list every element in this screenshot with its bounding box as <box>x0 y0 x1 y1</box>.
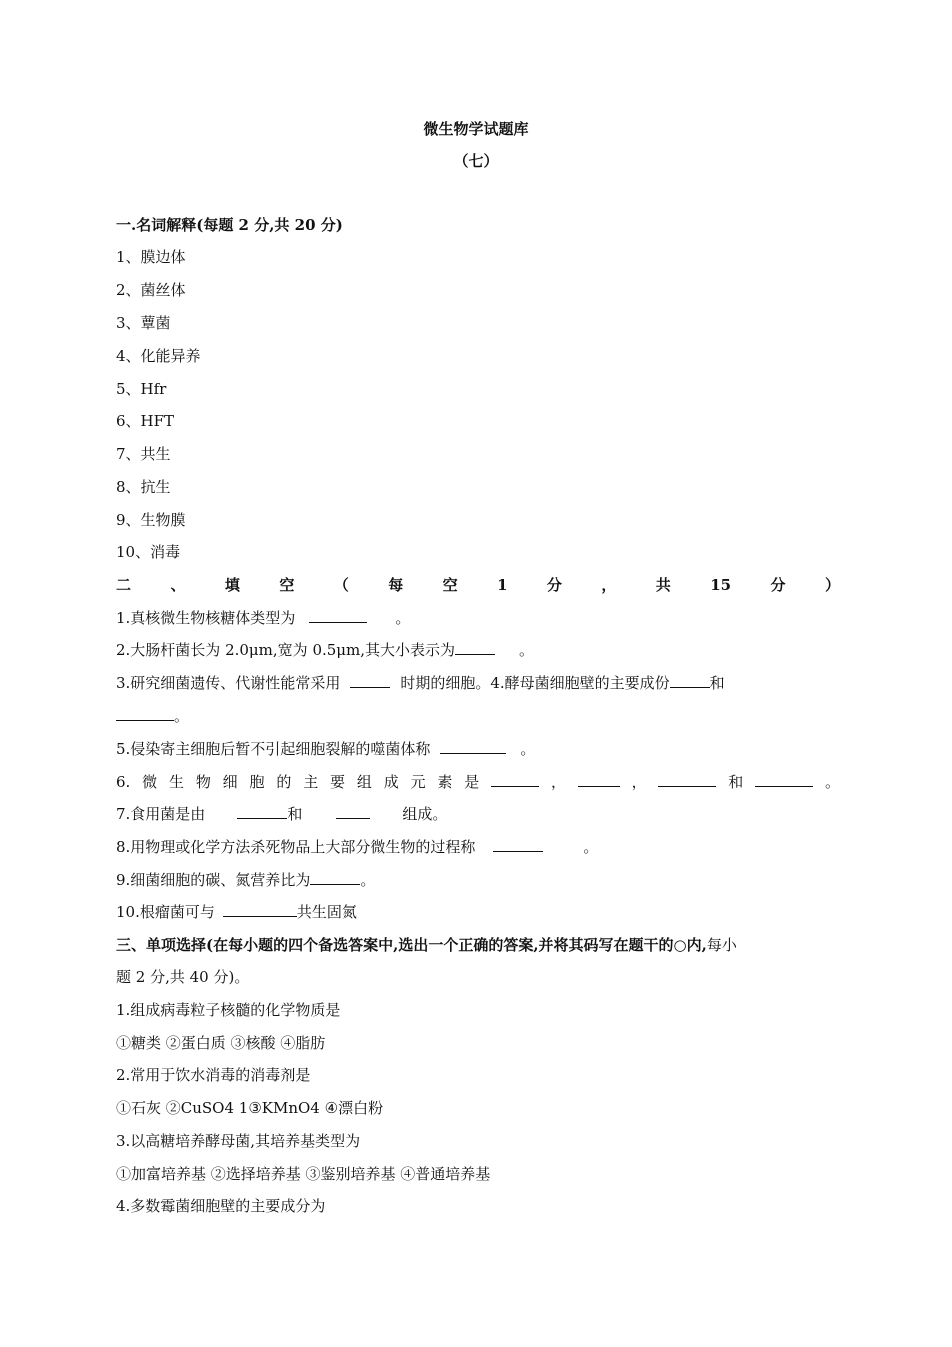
answer-blank <box>493 837 543 852</box>
heading-char: 每 <box>388 576 404 594</box>
choice-options-3: ①加富培养基 ②选择培养基 ③鉴别培养基 ④普通培养基 <box>116 1165 491 1183</box>
fill-question-5: 5.侵染寄主细胞后暂不引起细胞裂解的噬菌体称 。 <box>116 740 536 758</box>
fill-question-8: 8.用物理或化学方法杀死物品上大部分微生物的过程称 。 <box>116 838 599 856</box>
answer-blank <box>670 673 710 688</box>
term-item: 5、Hfr <box>116 380 167 398</box>
heading-char: 分 <box>770 576 786 594</box>
heading-char: 填 <box>224 576 240 594</box>
answer-blank <box>440 739 506 754</box>
answer-blank <box>578 772 620 787</box>
choice-question-3: 3.以高糖培养酵母菌,其培养基类型为 <box>116 1132 361 1150</box>
section3-heading: 三、单项选择(在每小题的四个备选答案中,选出一个正确的答案,并将其码写在题干的○内,每小 <box>116 936 737 954</box>
fill-question-9: 9.细菌细胞的碳、氮营养比为 。 <box>116 871 376 889</box>
term-item: 9、生物膜 <box>116 511 186 529</box>
term-item: 1、膜边体 <box>116 248 186 266</box>
page-title: 微生物学试题库 <box>423 120 529 138</box>
term-item: 4、化能异养 <box>116 347 201 365</box>
fill-question-2: 2.大肠杆菌长为 2.0μm,宽为 0.5μm,其大小表示为 。 <box>116 641 535 659</box>
page-subtitle: （七） <box>453 152 499 170</box>
term-item: 2、菌丝体 <box>116 281 186 299</box>
answer-blank <box>491 772 539 787</box>
answer-blank <box>755 772 813 787</box>
term-item: 6、HFT <box>116 412 175 430</box>
answer-blank <box>658 772 716 787</box>
heading-char: 空 <box>442 576 458 594</box>
answer-blank <box>116 706 174 721</box>
heading-char: 空 <box>279 576 295 594</box>
answer-blank <box>336 804 370 819</box>
fill-question-7: 7.食用菌是由 和 组成。 <box>116 805 448 823</box>
fill-question-6: 6. 微 生 物 细 胞 的 主 要 组 成 元 素 是 ， ， 和 。 <box>116 773 840 791</box>
answer-blank <box>310 870 360 885</box>
choice-question-2: 2.常用于饮水消毒的消毒剂是 <box>116 1066 311 1084</box>
answer-blank <box>309 608 367 623</box>
heading-char: 1 <box>497 576 508 594</box>
heading-char: 、 <box>170 576 186 594</box>
answer-blank <box>350 673 390 688</box>
answer-blank <box>223 902 297 917</box>
section2-heading <box>116 575 840 595</box>
term-item: 10、消毒 <box>116 543 181 561</box>
heading-char: 共 <box>655 576 671 594</box>
term-item: 3、蕈菌 <box>116 314 171 332</box>
term-item: 8、抗生 <box>116 478 171 496</box>
heading-char: 二 <box>116 576 132 594</box>
heading-char: 分 <box>546 576 562 594</box>
fill-question-10: 10.根瘤菌可与 共生固氮 <box>116 903 357 921</box>
section3-heading-cont: 题 2 分,共 40 分)。 <box>116 968 250 986</box>
answer-blank <box>237 804 287 819</box>
fill-question-3: 3.研究细菌遗传、代谢性能常采用 时期的细胞。4.酵母菌细胞壁的主要成份 和 <box>116 674 725 692</box>
term-item: 7、共生 <box>116 445 171 463</box>
choice-question-1: 1.组成病毒粒子核髓的化学物质是 <box>116 1001 341 1019</box>
choice-options-1: ①糖类 ②蛋白质 ③核酸 ④脂肪 <box>116 1034 326 1052</box>
heading-char: ， <box>601 576 617 594</box>
choice-question-4: 4.多数霉菌细胞壁的主要成分为 <box>116 1197 326 1215</box>
answer-blank <box>455 640 495 655</box>
section1-heading: 一.名词解释(每题 2 分,共 20 分) <box>116 216 343 234</box>
fill-question-3-cont: 。 <box>116 706 840 726</box>
choice-options-2: ①石灰 ②CuSO4 1③KMnO4 ④漂白粉 <box>116 1099 384 1117</box>
fill-question-1: 1.真核微生物核糖体类型为 。 <box>116 609 411 627</box>
heading-char: 15 <box>710 576 732 594</box>
heading-char: （ <box>333 576 349 594</box>
heading-char: ） <box>824 576 840 594</box>
